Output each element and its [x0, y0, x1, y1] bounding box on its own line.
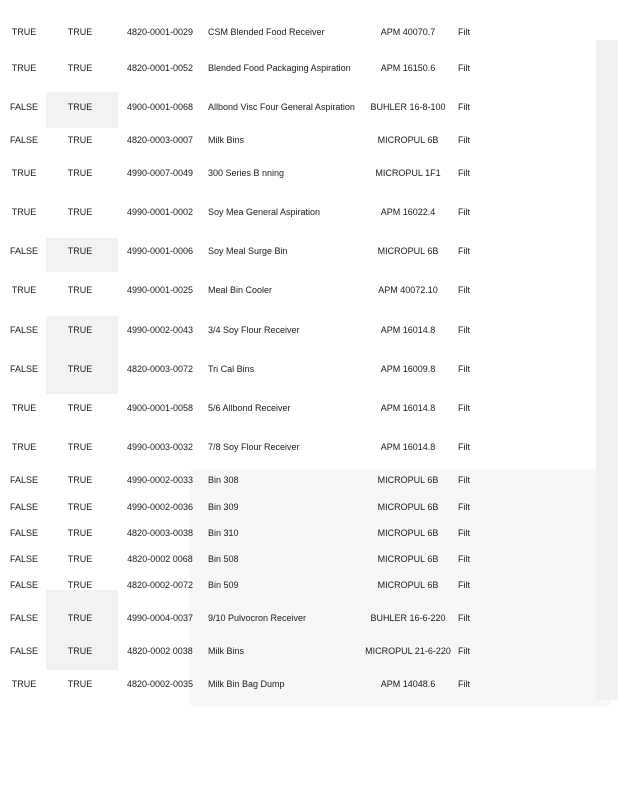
- equipment-table-body: [0, 16, 498, 704]
- equipment-description: Bin 508: [208, 554, 239, 564]
- equipment-type: Filt: [458, 528, 470, 538]
- status-flag-b: TRUE: [67, 554, 93, 564]
- equipment-id: 4820-0002-0035: [126, 679, 194, 689]
- equipment-description: Bin 309: [208, 502, 239, 512]
- equipment-description: Bin 308: [208, 475, 239, 485]
- status-flag-a: FALSE: [9, 646, 38, 656]
- status-flag-b: TRUE: [67, 475, 93, 485]
- status-flag-b: TRUE: [67, 27, 93, 37]
- filter-model: MICROPUL 1F1: [375, 168, 441, 178]
- table-row: [0, 466, 498, 494]
- status-flag-a: FALSE: [9, 102, 38, 112]
- status-flag-a: FALSE: [9, 613, 38, 623]
- status-flag-b: TRUE: [67, 613, 93, 623]
- status-flag-a: FALSE: [9, 580, 38, 590]
- filter-model: MICROPUL 21-6-220: [365, 646, 451, 656]
- status-flag-b: TRUE: [67, 285, 93, 295]
- table-row: [0, 154, 498, 192]
- equipment-description: Milk Bin Bag Dump: [208, 679, 285, 689]
- table-row: [0, 598, 498, 638]
- equipment-description: Bin 310: [208, 528, 239, 538]
- table-row: [0, 664, 498, 704]
- equipment-type: Filt: [458, 207, 470, 217]
- status-flag-a: FALSE: [9, 502, 38, 512]
- equipment-type: Filt: [458, 646, 470, 656]
- filter-model: MICROPUL 6B: [377, 580, 439, 590]
- equipment-id: 4990-0001-0025: [126, 285, 194, 295]
- equipment-description: 9/10 Pulvocron Receiver: [208, 613, 307, 623]
- status-flag-b: TRUE: [67, 135, 93, 145]
- table-row: [0, 192, 498, 232]
- table-row: [0, 232, 498, 270]
- status-flag-b: TRUE: [67, 580, 93, 590]
- equipment-id: 4990-0004-0037: [126, 613, 194, 623]
- status-flag-b: TRUE: [67, 528, 93, 538]
- equipment-description: 7/8 Soy Flour Receiver: [208, 442, 300, 452]
- filter-model: MICROPUL 6B: [377, 502, 439, 512]
- status-flag-a: FALSE: [9, 325, 38, 335]
- equipment-id: 4990-0001-0002: [126, 207, 194, 217]
- equipment-type: Filt: [458, 168, 470, 178]
- equipment-id: 4990-0001-0006: [126, 246, 194, 256]
- filter-model: APM 16014.8: [380, 442, 436, 452]
- equipment-id: 4820-0003-0072: [126, 364, 194, 374]
- status-flag-b: TRUE: [67, 679, 93, 689]
- equipment-type: Filt: [458, 325, 470, 335]
- status-flag-a: TRUE: [11, 207, 37, 217]
- status-flag-a: FALSE: [9, 135, 38, 145]
- equipment-description: Meal Bin Cooler: [208, 285, 273, 295]
- equipment-id: 4990-0007-0049: [126, 168, 194, 178]
- equipment-description: 5/6 Allbond Receiver: [208, 403, 291, 413]
- filter-model: APM 16014.8: [380, 325, 436, 335]
- equipment-type: Filt: [458, 554, 470, 564]
- equipment-type: Filt: [458, 580, 470, 590]
- status-flag-a: TRUE: [11, 442, 37, 452]
- equipment-id: 4900-0001-0068: [126, 102, 194, 112]
- status-flag-a: TRUE: [11, 679, 37, 689]
- equipment-description: Milk Bins: [208, 646, 245, 656]
- table-row: [0, 546, 498, 572]
- filter-model: APM 16150.6: [380, 63, 436, 73]
- equipment-id: 4820-0003-0007: [126, 135, 194, 145]
- equipment-id: 4820-0003-0038: [126, 528, 194, 538]
- equipment-description: CSM Blended Food Receiver: [208, 27, 325, 37]
- equipment-type: Filt: [458, 27, 470, 37]
- table-row: [0, 16, 498, 48]
- status-flag-b: TRUE: [67, 168, 93, 178]
- equipment-id: 4820-0001-0029: [126, 27, 194, 37]
- table-row: [0, 48, 498, 88]
- status-flag-b: TRUE: [67, 646, 93, 656]
- equipment-description: Soy Mea General Aspiration: [208, 207, 321, 217]
- status-flag-b: TRUE: [67, 364, 93, 374]
- filter-model: MICROPUL 6B: [377, 246, 439, 256]
- filter-model: MICROPUL 6B: [377, 554, 439, 564]
- filter-model: APM 14048.6: [380, 679, 436, 689]
- equipment-description: 300 Series B nning: [208, 168, 285, 178]
- equipment-id: 4820-0002 0038: [127, 646, 193, 656]
- status-flag-b: TRUE: [67, 207, 93, 217]
- table-row: [0, 310, 498, 350]
- filter-model: APM 16022.4: [380, 207, 436, 217]
- status-flag-a: TRUE: [11, 168, 37, 178]
- equipment-type: Filt: [458, 63, 470, 73]
- table-row: [0, 88, 498, 126]
- status-flag-a: FALSE: [9, 246, 38, 256]
- equipment-type: Filt: [458, 285, 470, 295]
- equipment-id: 4990-0002-0036: [126, 502, 194, 512]
- equipment-description: Tri Cal Bins: [208, 364, 255, 374]
- equipment-type: Filt: [458, 613, 470, 623]
- status-flag-b: TRUE: [67, 403, 93, 413]
- table-row: [0, 572, 498, 598]
- filter-model: BUHLER 16-6-220: [370, 613, 446, 623]
- filter-model: MICROPUL 6B: [377, 528, 439, 538]
- status-flag-a: TRUE: [11, 63, 37, 73]
- equipment-type: Filt: [458, 475, 470, 485]
- status-flag-a: FALSE: [9, 528, 38, 538]
- equipment-id: 4820-0001-0052: [126, 63, 194, 73]
- equipment-id: 4990-0003-0032: [126, 442, 194, 452]
- status-flag-b: TRUE: [67, 246, 93, 256]
- equipment-description: 3/4 Soy Flour Receiver: [208, 325, 300, 335]
- equipment-table: [0, 16, 498, 704]
- equipment-type: Filt: [458, 135, 470, 145]
- equipment-description: Milk Bins: [208, 135, 245, 145]
- status-flag-b: TRUE: [67, 325, 93, 335]
- status-flag-b: TRUE: [67, 442, 93, 452]
- filter-model: BUHLER 16-8-100: [370, 102, 446, 112]
- filter-model: MICROPUL 6B: [377, 475, 439, 485]
- status-flag-b: TRUE: [67, 102, 93, 112]
- equipment-description: Allbond Visc Four General Aspiration: [208, 102, 355, 112]
- equipment-id: 4900-0001-0058: [126, 403, 194, 413]
- equipment-id: 4990-0002-0043: [126, 325, 194, 335]
- status-flag-b: TRUE: [67, 63, 93, 73]
- status-flag-a: FALSE: [9, 475, 38, 485]
- status-flag-a: TRUE: [11, 403, 37, 413]
- equipment-type: Filt: [458, 442, 470, 452]
- status-flag-a: FALSE: [9, 364, 38, 374]
- equipment-description: Soy Meal Surge Bin: [208, 246, 288, 256]
- status-flag-a: TRUE: [11, 27, 37, 37]
- equipment-description: Bin 509: [208, 580, 239, 590]
- equipment-id: 4820-0002 0068: [127, 554, 193, 564]
- equipment-id: 4820-0002-0072: [126, 580, 194, 590]
- equipment-description: Blended Food Packaging Aspiration: [208, 63, 351, 73]
- equipment-type: Filt: [458, 502, 470, 512]
- equipment-type: Filt: [458, 679, 470, 689]
- table-row: [0, 494, 498, 520]
- scan-shading: [596, 40, 618, 700]
- table-row: [0, 350, 498, 388]
- filter-model: APM 16014.8: [380, 403, 436, 413]
- status-flag-b: TRUE: [67, 502, 93, 512]
- filter-model: APM 40072.10: [378, 285, 438, 295]
- filter-model: APM 40070.7: [380, 27, 436, 37]
- equipment-id: 4990-0002-0033: [126, 475, 194, 485]
- status-flag-a: FALSE: [9, 554, 38, 564]
- equipment-type: Filt: [458, 364, 470, 374]
- table-row: [0, 428, 498, 466]
- equipment-type: Filt: [458, 102, 470, 112]
- table-row: [0, 638, 498, 664]
- table-row: [0, 520, 498, 546]
- table-row: [0, 270, 498, 310]
- equipment-type: Filt: [458, 246, 470, 256]
- equipment-type: Filt: [458, 403, 470, 413]
- filter-model: MICROPUL 6B: [377, 135, 439, 145]
- filter-model: APM 16009.8: [380, 364, 436, 374]
- status-flag-a: TRUE: [11, 285, 37, 295]
- table-row: [0, 126, 498, 154]
- table-row: [0, 388, 498, 428]
